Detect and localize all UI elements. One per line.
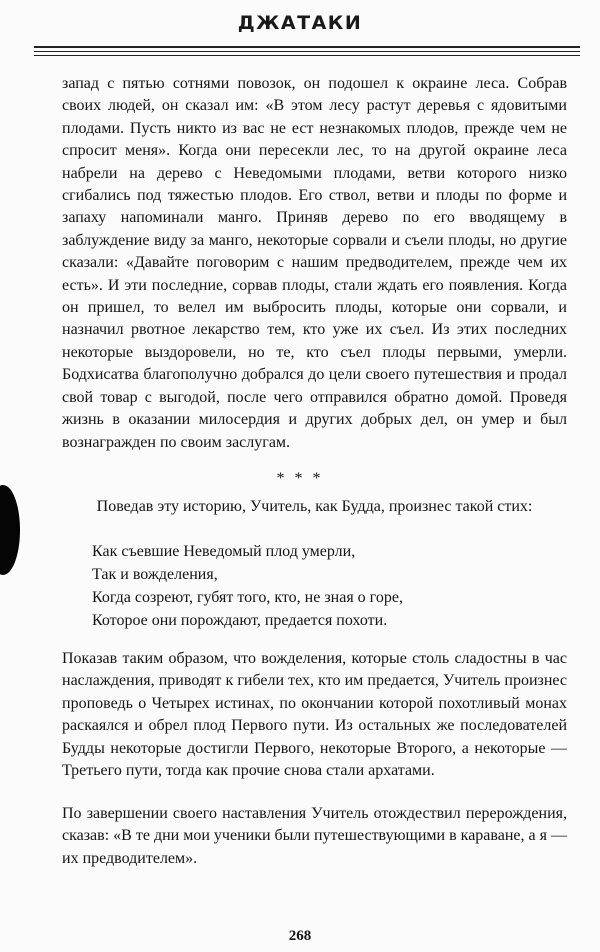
conclusion-paragraph: Показав таким образом, что вожделения, которые столь сладостны в час наслаждения, приводят к гибели тех, кто им предается, Учитель произнес проповедь о Четырех истинах, по окончании которой похотливый монах раскаялся и обрел плод Первого пути. Из остальных же последователей Будды некоторые достигли Первого, некоторые Второго, а некоторые — Третьего пути, тогда как прочие снова стали архатами. [62, 650, 567, 780]
story-text-block [62, 73, 567, 454]
verse-line: Которое они порождают, предается похоти. [92, 612, 388, 629]
running-title: ДЖАТАКИ [237, 12, 363, 34]
page-number: 268 [288, 928, 312, 944]
story-paragraph: запад с пятью сотнями повозок, он подошел к окраине леса. Собрав своих людей, он сказал им: «В этом лесу растут деревья с ядовитыми плодами. Пусть никто из вас не ест незнакомых плодов, прежде чем не спросит меня». Когда они пересекли лес, то на другой окраине леса набрели на дерево с Неведомыми плодами, ветви которого низко сгибались под тяжестью плодов. Его ствол, ветви и плоды по форме и запаху напоминали манго. Приняв дерево по его вводящему в заблуждение виду за манго, некоторые сорвали и съели плоды, но другие сказали: «Давайте поговорим с нашим предводителем, прежде чем их есть». И эти последние, сорвав плоды, стали ждать его появления. Когда он пришел, то велел им выбросить плоды, которые они сорвали, и назначил рвотное лекарство тем, кто уже их съел. Из этих последних некоторые выздоровели, но те, кто съел плоды первыми, умерли. Бодхисатва благополучно добрался до цели своего путешествия и продал свой товар с выгодой, после чего отправился обратно домой. Проведя жизнь в оказании милосердия и других добрых дел, он умер и был вознагражден по своим заслугам. [62, 75, 567, 451]
closing-paragraph: По завершении своего наставления Учитель отождествил перерождения, сказав: «В те дни мои ученики были путешествующими в караване, а я — их предводителем». [62, 805, 567, 867]
section-separator: * * * [276, 470, 324, 487]
verse-intro: Поведав эту историю, Учитель, как Будда, произнес такой стих: [96, 498, 533, 515]
verse-line: Так и вожделения, [92, 566, 218, 583]
verse-line: Когда созреют, губят того, кто, не зная о горе, [92, 589, 403, 606]
header-rule-thick [34, 46, 580, 48]
header-rule-thin [34, 51, 580, 52]
verse-line: Как съевшие Неведомый плод умерли, [92, 543, 356, 560]
header-rule-thin-lower [34, 55, 580, 56]
verse-block [92, 540, 403, 632]
binding-shadow [0, 485, 20, 575]
